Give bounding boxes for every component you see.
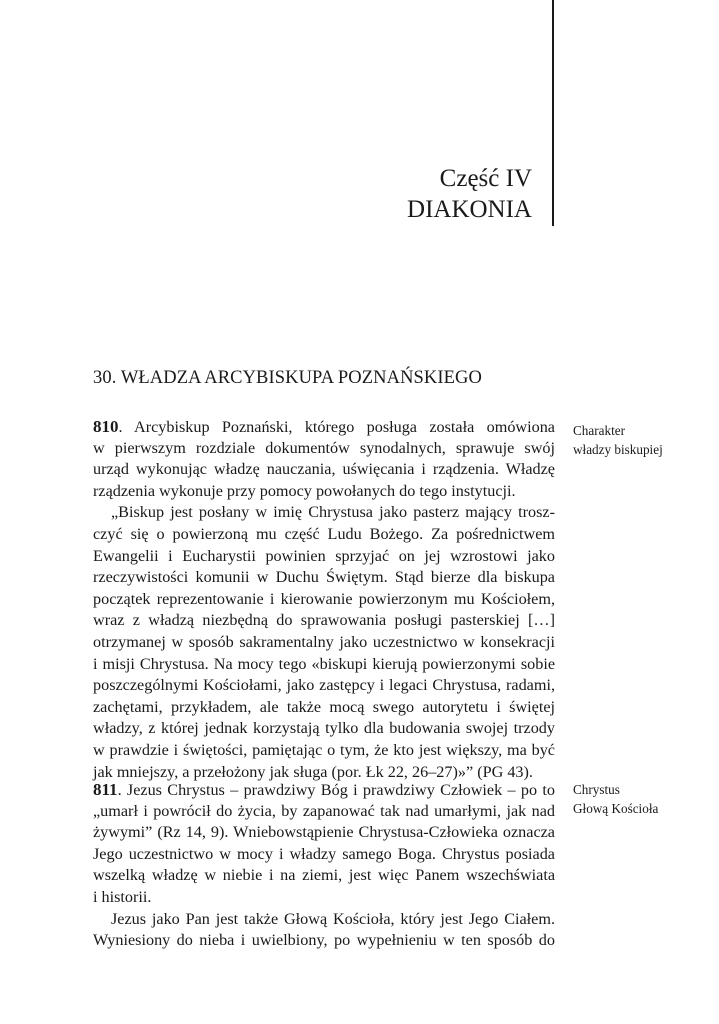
- text-line: Jego uczestnictwo w mocy i władzy samego Boga. Chrystus posiada: [93, 844, 555, 863]
- text-line: czyć się o powierzoną mu część Ludu Bożego. Za pośrednictwem: [93, 524, 555, 543]
- margin-note-line: Głową Kościoła: [573, 801, 659, 816]
- text-line: w prawdzie i świętości, pamiętając o tym, że kto jest większy, ma być: [93, 740, 555, 759]
- chapter-heading: 30. WŁADZA ARCYBISKUPA POZNAŃSKIEGO: [93, 368, 482, 388]
- margin-note-811: [573, 780, 713, 818]
- text-line: urząd wykonując władzę nauczania, uświęcania i rządzenia. Władzę: [93, 460, 555, 479]
- section-810: [93, 416, 555, 783]
- margin-note-line: Charakter: [573, 423, 625, 438]
- text-line: otrzymanej w sposób sakramentalny jako uczestnictwo w konsekracji: [93, 632, 555, 651]
- section-number: 811: [93, 780, 118, 799]
- text-line: zachętami, przykładem, ale także mocą swego autorytetu i świętej: [93, 697, 555, 716]
- text-line: w pierwszym rozdziale dokumentów synodalnych, sprawuje swój: [93, 438, 555, 457]
- section-number: 810: [93, 417, 119, 436]
- margin-note-line: Chrystus: [573, 782, 620, 797]
- text-line: „Biskup jest posłany w imię Chrystusa jako pasterz mający trosz-: [111, 503, 555, 522]
- text-line: Jezus jako Pan jest także Głową Kościoła, który jest Jego Ciałem.: [111, 909, 555, 928]
- text-line: i historii.: [93, 887, 152, 906]
- text-line: „umarł i powrócił do życia, by zapanować tak nad umarłymi, jak nad: [93, 801, 555, 820]
- text-line: rzeczywistości komunii w Duchu Świętym. Stąd bierze dla biskupa: [93, 568, 555, 587]
- text-line: jak mniejszy, a przełożony jak sługa (por. Łk 22, 26–27)»” (PG 43).: [93, 762, 533, 781]
- margin-note-810: [573, 421, 713, 459]
- margin-note-line: władzy biskupiej: [573, 442, 663, 457]
- text-line: początek reprezentowanie i kierowanie powierzonym mu Kościołem,: [93, 589, 555, 608]
- section-811: [93, 779, 555, 952]
- text-line: rządzenia wykonuje przy pomocy powołanych do tego instytucji.: [93, 481, 516, 500]
- part-name: DIAKONIA: [407, 196, 532, 223]
- text-line: władzy, z której jednak korzystają tylko dla budowania swojej trzody: [93, 719, 555, 738]
- text-line: 810. Arcybiskup Poznański, którego posługa została omówiona: [93, 417, 555, 436]
- text-line: i misji Chrystusa. Na mocy tego «biskupi kierują powierzonymi sobie: [93, 654, 555, 673]
- part-title: [407, 163, 532, 225]
- text-line: 811. Jezus Chrystus – prawdziwy Bóg i prawdziwy Człowiek – po to: [93, 780, 555, 799]
- text-line: wraz z władzą niezbędną do sprawowania posługi pasterskiej […]: [93, 611, 555, 630]
- text-line: Ewangelii i Eucharystii powinien sprzyjać on jej wzrostowi jako: [93, 546, 555, 565]
- part-label: Część IV: [439, 165, 532, 192]
- text-line: wszelką władzę w niebie i na ziemi, jest więc Panem wszechświata: [93, 866, 555, 885]
- text-line: poszczególnymi Kościołami, jako zastępcy i legaci Chrystusa, radami,: [93, 676, 555, 695]
- text-line: żywymi” (Rz 14, 9). Wniebowstąpienie Chrystusa-Człowieka oznacza: [93, 823, 555, 842]
- vertical-rule: [552, 0, 554, 226]
- text-line: Wyniesiony do nieba i uwielbiony, po wypełnieniu w ten sposób do: [93, 931, 555, 950]
